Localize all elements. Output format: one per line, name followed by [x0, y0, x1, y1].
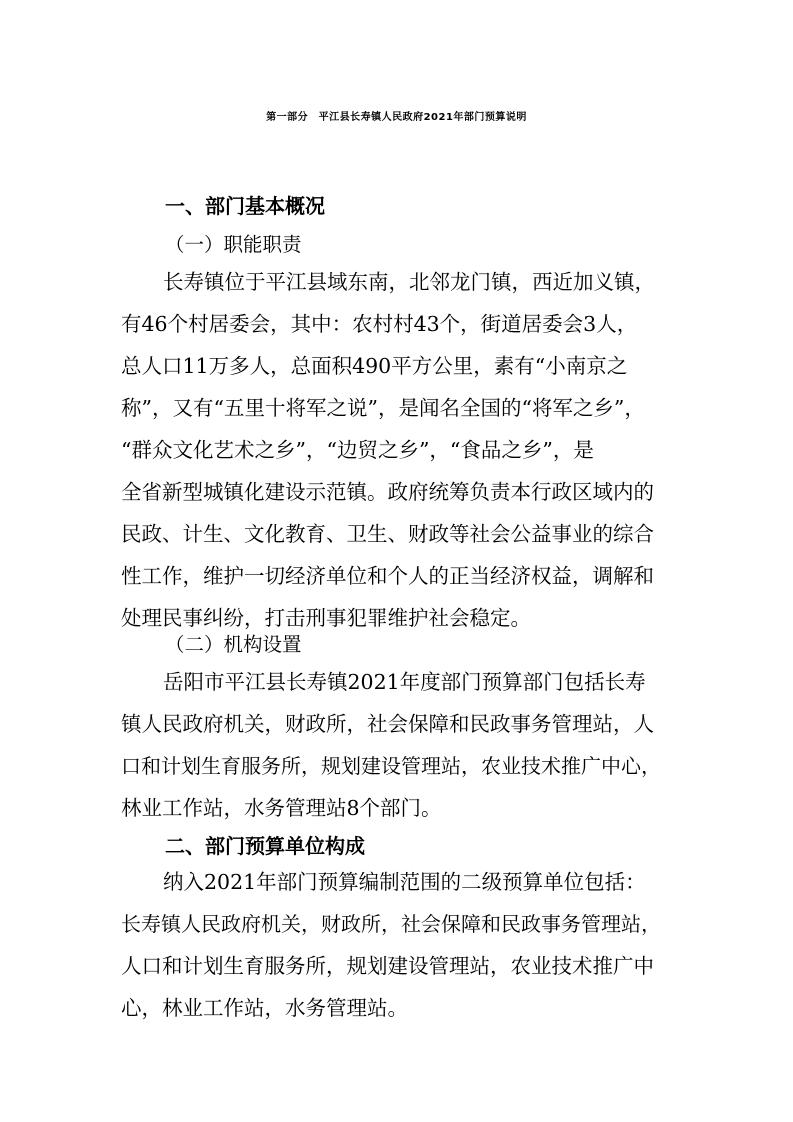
paragraph-line: 人口和计划生育服务所，规划建设管理站，农业技术推广中 [121, 954, 654, 978]
paragraph-line: 纳入2021年部门预算编制范围的二级预算单位包括： [163, 870, 646, 894]
paragraph-line: 心，林业工作站，水务管理站。 [121, 996, 408, 1020]
paragraph-line: “群众文化艺术之乡”，“边贸之乡”，“食品之乡”，是 [121, 438, 594, 462]
paragraph-line: 林业工作站，水务管理站8个部门。 [121, 796, 442, 820]
subsection-2-heading: （二）机构设置 [165, 633, 302, 656]
paragraph-line: 长寿镇人民政府机关，财政所，社会保障和民政事务管理站， [121, 912, 661, 936]
paragraph-line: 性工作，维护一切经济单位和个人的正当经济权益，调解和 [121, 564, 654, 588]
paragraph-line: 总人口11万多人，总面积490平方公里，素有“小南京之 [121, 354, 628, 378]
paragraph-line: 有46个村居委会，其中：农村村43个，街道居委会3人， [121, 312, 638, 336]
paragraph-line: 岳阳市平江县长寿镇2021年度部门预算部门包括长寿 [163, 670, 646, 694]
section-1-heading: 一、部门基本概况 [165, 194, 325, 218]
paragraph-line: 称”，又有“五里十将军之说”，是闻名全国的“将军之乡”， [121, 396, 645, 420]
paragraph-line: 全省新型城镇化建设示范镇。政府统筹负责本行政区域内的 [121, 480, 654, 504]
paragraph-line: 长寿镇位于平江县域东南，北邻龙门镇，西近加义镇， [163, 270, 655, 294]
paragraph-line: 镇人民政府机关，财政所，社会保障和民政事务管理站，人 [121, 712, 654, 736]
paragraph-line: 民政、计生、文化教育、卫生、财政等社会公益事业的综合 [121, 522, 654, 546]
document-title: 第一部分 平江县长寿镇人民政府2021年部门预算说明 [266, 112, 527, 123]
paragraph-line: 口和计划生育服务所，规划建设管理站，农业技术推广中心， [121, 754, 661, 778]
subsection-1-heading: （一）职能职责 [165, 233, 302, 256]
section-2-heading: 二、部门预算单位构成 [165, 834, 365, 858]
paragraph-line: 处理民事纠纷，打击刑事犯罪维护社会稳定。 [121, 606, 531, 630]
